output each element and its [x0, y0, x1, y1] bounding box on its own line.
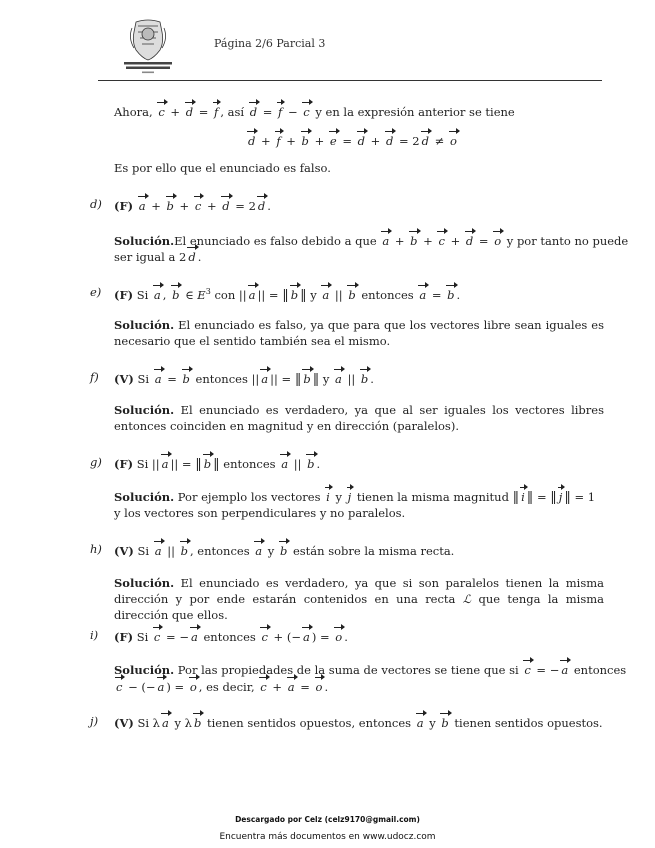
item-j-label: j) — [90, 714, 99, 728]
intro-start: Ahora, — [114, 105, 153, 119]
item-i-statement: (F) Si c = − a entonces c + (− a ) = o . — [114, 627, 604, 645]
item-i-label: i) — [90, 628, 99, 642]
item-i-solution-2: c − (− a ) = o , es decir, c + a = o . — [114, 677, 604, 695]
university-logo — [118, 18, 178, 76]
item-h-solution: Solución. El enunciado es verdadero, ya que si son paralelos tienen la misma dirección y por ende estarán contenidos en una recta ℒ que tenga la misma dirección que ellos. — [114, 576, 605, 622]
item-f-statement: (V) Si a = b entonces || a || = ‖ b ‖ y a || b . — [114, 369, 604, 388]
footer-downloaded-by: Descargado por Celz (celz9170@gmail.com) — [235, 815, 420, 824]
item-f-label: f) — [90, 370, 99, 384]
item-d-solution-2: ser igual a 2 d . — [114, 247, 604, 265]
item-h-statement: (V) Si a || b , entonces a y b están sobre la misma recta. — [114, 541, 604, 559]
item-d-statement: (F) a + b + c + d = 2 d . — [114, 196, 604, 214]
page-info: Página 2/6 Parcial 3 — [214, 37, 326, 50]
item-e-solution: Solución. El enunciado es falso, ya que para que los vectores libre sean iguales es necesario que el sentido también sea el mismo. — [114, 318, 604, 348]
intro-line: Ahora, c + d = f , así d = f − c y en la expresión anterior se tiene — [114, 102, 604, 120]
item-h-label: h) — [90, 542, 102, 556]
intro-conclusion: Es por ello que el enunciado es falso. — [114, 161, 331, 175]
header-rule — [98, 80, 602, 81]
item-e-statement: (F) Si a , b ∈ $E^3$ con || a || = ‖ b ‖ y a || b entonces a = b . — [114, 284, 604, 304]
item-g-solution-2: y los vectores son perpendiculares y no paralelos. — [114, 506, 406, 520]
item-e-label: e) — [90, 285, 102, 299]
item-j-statement: (V) Si λ a y λ b tienen sentidos opuestos, entonces a y b tienen sentidos opuestos. — [114, 713, 604, 731]
item-g-solution: Solución. Por ejemplo los vectores i y j tienen la misma magnitud ‖ i ‖ = ‖ j ‖ = 1 — [114, 487, 604, 506]
item-g-label: g) — [90, 455, 102, 469]
item-f-solution: Solución. El enunciado es verdadero, ya que al ser iguales los vectores libres entonces coinciden en magnitud y en dirección (paralelos). — [114, 403, 604, 433]
item-i-solution: Solución. Por las propiedades de la suma de vectores se tiene que si c = − a entonces — [114, 660, 604, 678]
item-d-solution: Solución.El enunciado es falso debido a que a + b + c + d = o y por tanto no puede — [114, 231, 604, 249]
footer-more-docs-link[interactable]: Encuentra más documentos en www.udocz.com — [219, 832, 436, 842]
intro-equation: d + f + b + e = d + d = 2 d ≠ o — [246, 131, 655, 149]
item-d-label: d) — [90, 197, 102, 211]
item-g-statement: (F) Si || a || = ‖ b ‖ entonces a || b . — [114, 454, 604, 473]
intro-mid: , así — [220, 105, 245, 119]
intro-end: y en la expresión anterior se tiene — [315, 105, 515, 119]
